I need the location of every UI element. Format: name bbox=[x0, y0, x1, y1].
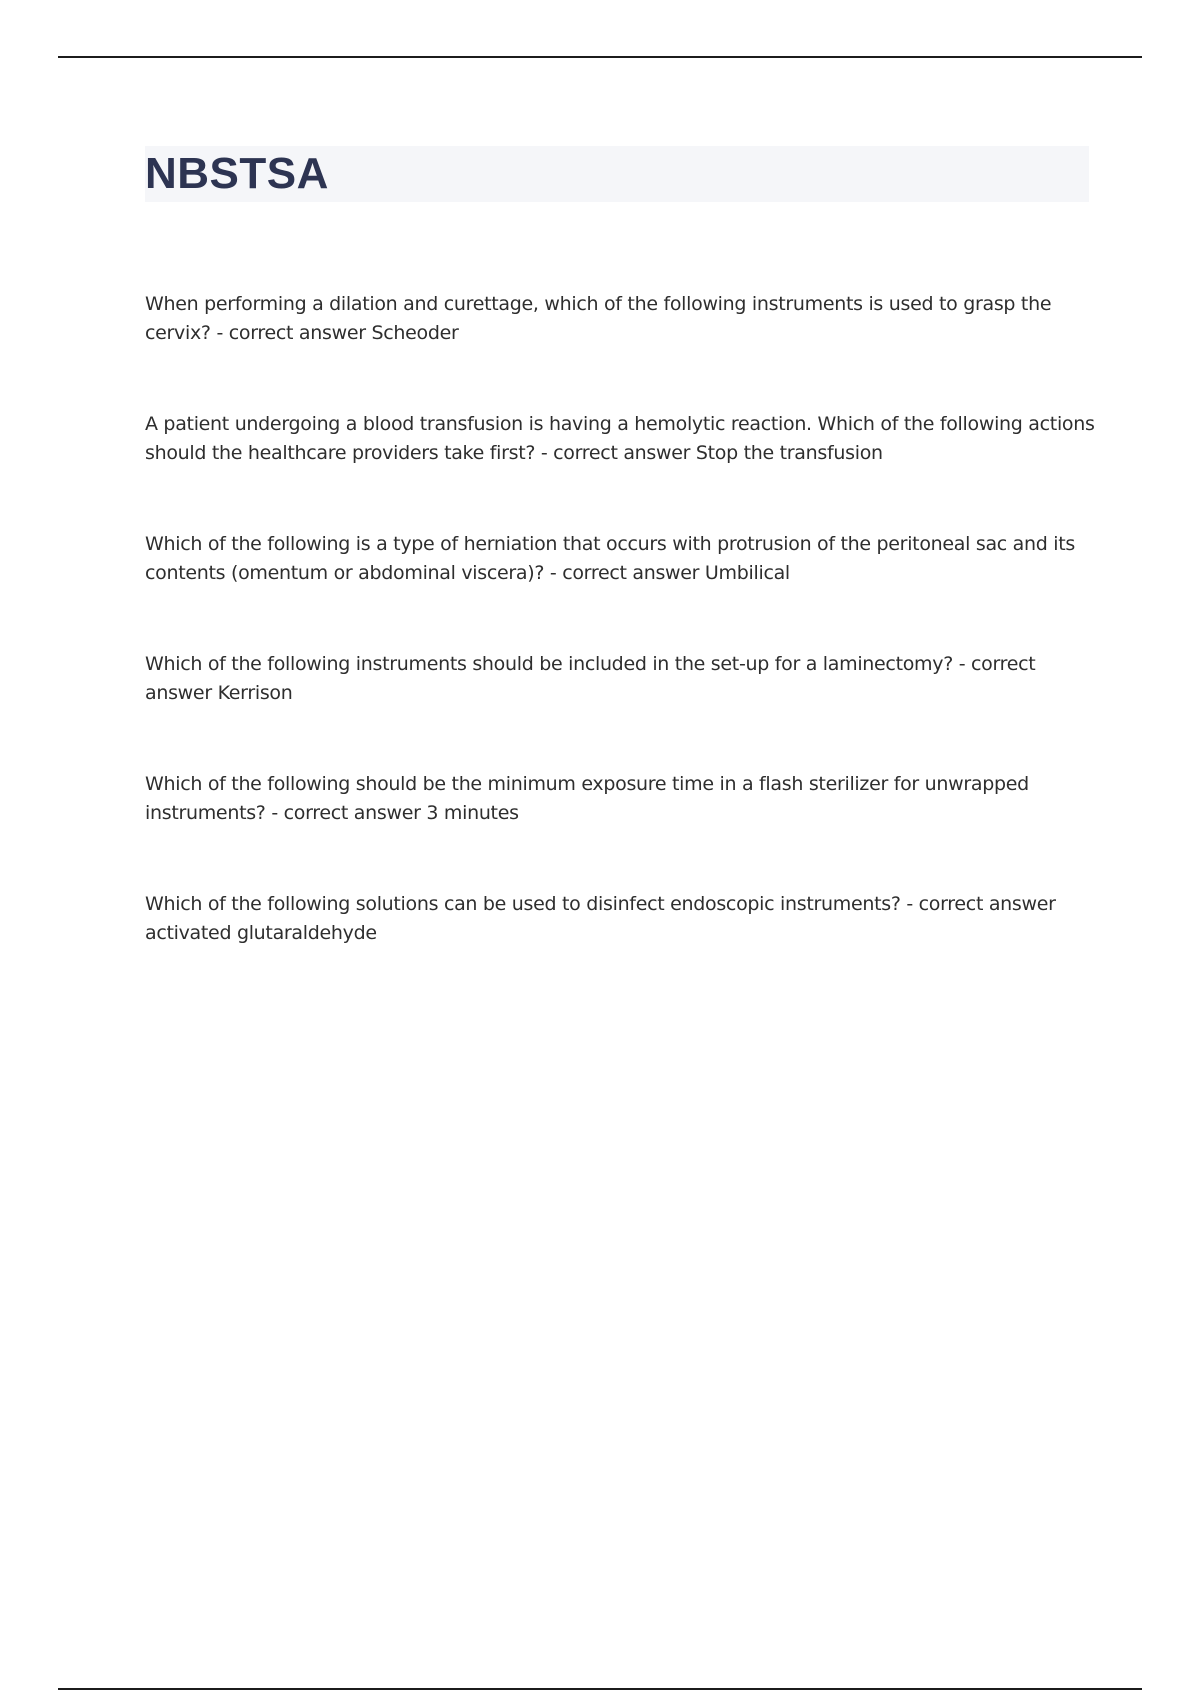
qa-item: Which of the following is a type of herniation that occurs with protrusion of the peritoneal sac and its contents (omentum or abdominal viscera)? - correct answer Umbilical bbox=[145, 533, 1075, 584]
qa-list bbox=[145, 290, 1095, 1010]
qa-item: Which of the following solutions can be used to disinfect endoscopic instruments? - correct answer activated glutaraldehyde bbox=[145, 893, 1056, 944]
top-divider bbox=[58, 56, 1142, 58]
bottom-divider bbox=[58, 1688, 1142, 1690]
qa-item: Which of the following instruments should be included in the set-up for a laminectomy? - correct answer Kerrison bbox=[145, 653, 1036, 704]
qa-item: Which of the following should be the minimum exposure time in a flash sterilizer for unwrapped instruments? - correct answer 3 minutes bbox=[145, 773, 1029, 824]
qa-item: A patient undergoing a blood transfusion is having a hemolytic reaction. Which of the following actions should the healthcare providers take first? - correct answer Stop the transfusion bbox=[145, 413, 1095, 464]
qa-item: When performing a dilation and curettage, which of the following instruments is used to grasp the cervix? - correct answer Scheoder bbox=[145, 293, 1052, 344]
document-title: NBSTSA bbox=[145, 149, 329, 198]
